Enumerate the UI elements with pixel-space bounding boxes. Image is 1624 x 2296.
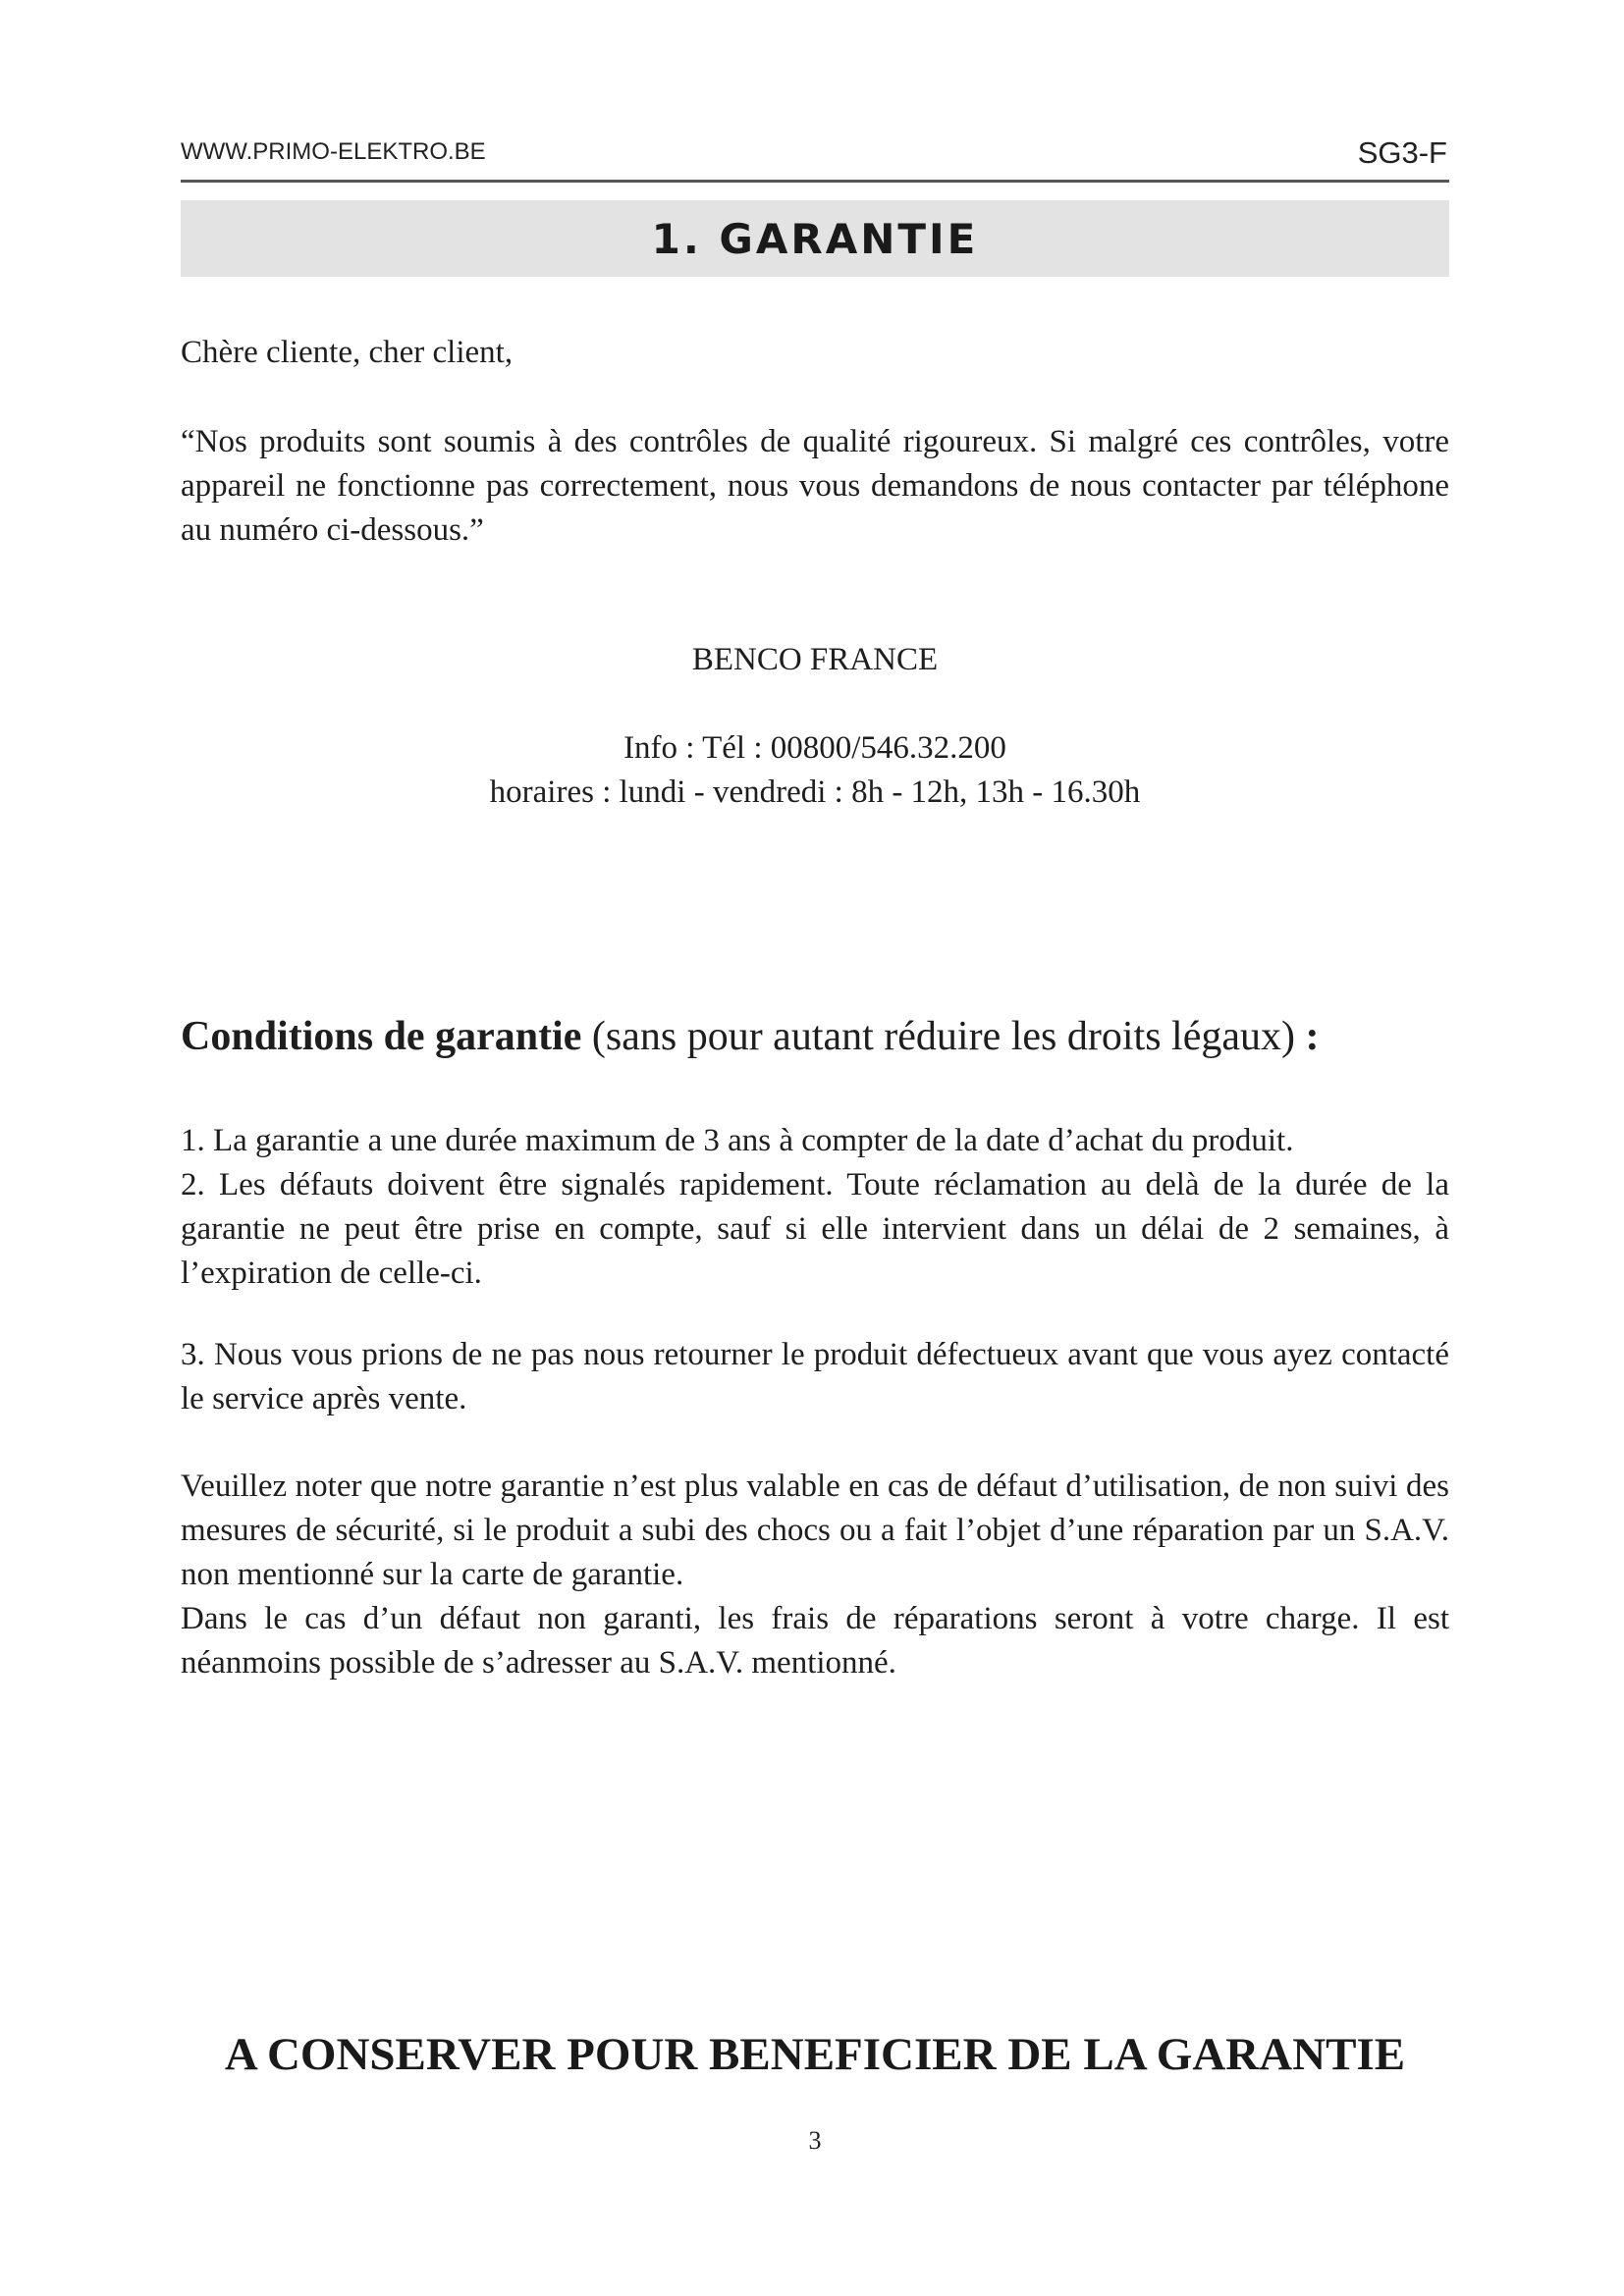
page-number: 3 [808,2126,822,2155]
condition-item: 1. La garantie a une durée maximum de 3 ans à compter de la date d’achat du produit. [181,1123,1294,1158]
section-title-band [181,200,1449,277]
header-divider [181,180,1449,183]
condition-item: 3. Nous vous prions de ne pas nous retourner le produit défectueux avant que vous ayez contacté le service après vente. [181,1337,1449,1416]
condition-item: 2. Les défauts doivent être signalés rapidement. Toute réclamation au delà de la durée de la garantie ne peut être prise en compte, sauf si elle intervient dans un délai de 2 semaines, à l’expiration de celle-ci. [181,1167,1449,1291]
contact-phone: Info : Tél : 00800/546.32.200 [623,730,1006,766]
conditions-heading-colon: : [1305,1014,1320,1059]
conditions-heading-rest: (sans pour autant réduire les droits légaux) [581,1014,1306,1059]
conditions-heading-bold: Conditions de garantie [181,1014,582,1059]
warranty-note-exclusions: Veuillez noter que notre garantie n’est plus valable en cas de défaut d’utilisation, de non suivi des mesures de sécurité, si le produit a subi des chocs ou a fait l’objet d’une réparation par un S.A.V. non mentionné sur la carte de garantie. [181,1468,1449,1592]
warranty-note [181,1465,1449,1685]
footer-banner: A CONSERVER POUR BENEFICIER DE LA GARANTIE [224,2029,1406,2080]
quality-quote: “Nos produits sont soumis à des contrôles de qualité rigoureux. Si malgré ces contrôles, votre appareil ne fonctionne pas correctement, nous vous demandons de nous contacter par téléphone au numéro ci-dessous.” [181,424,1449,548]
contact-block [181,726,1449,815]
greeting: Chère cliente, cher client, [181,335,514,370]
conditions-list-1-2 [181,1119,1449,1296]
header-model-code: SG3-F [1357,135,1447,170]
contact-hours: horaires : lundi - vendredi : 8h - 12h, 13h - 16.30h [489,774,1141,810]
section-title: 1. GARANTIE [651,214,979,263]
header-website: WWW.PRIMO-ELEKTRO.BE [181,138,486,165]
company-name: BENCO FRANCE [691,642,939,677]
warranty-note-charges: Dans le cas d’un défaut non garanti, les frais de réparations seront à votre charge. Il est néanmoins possible de s’adresser au S.A.V. mentionné. [181,1601,1449,1681]
conditions-heading [181,1009,1449,1064]
